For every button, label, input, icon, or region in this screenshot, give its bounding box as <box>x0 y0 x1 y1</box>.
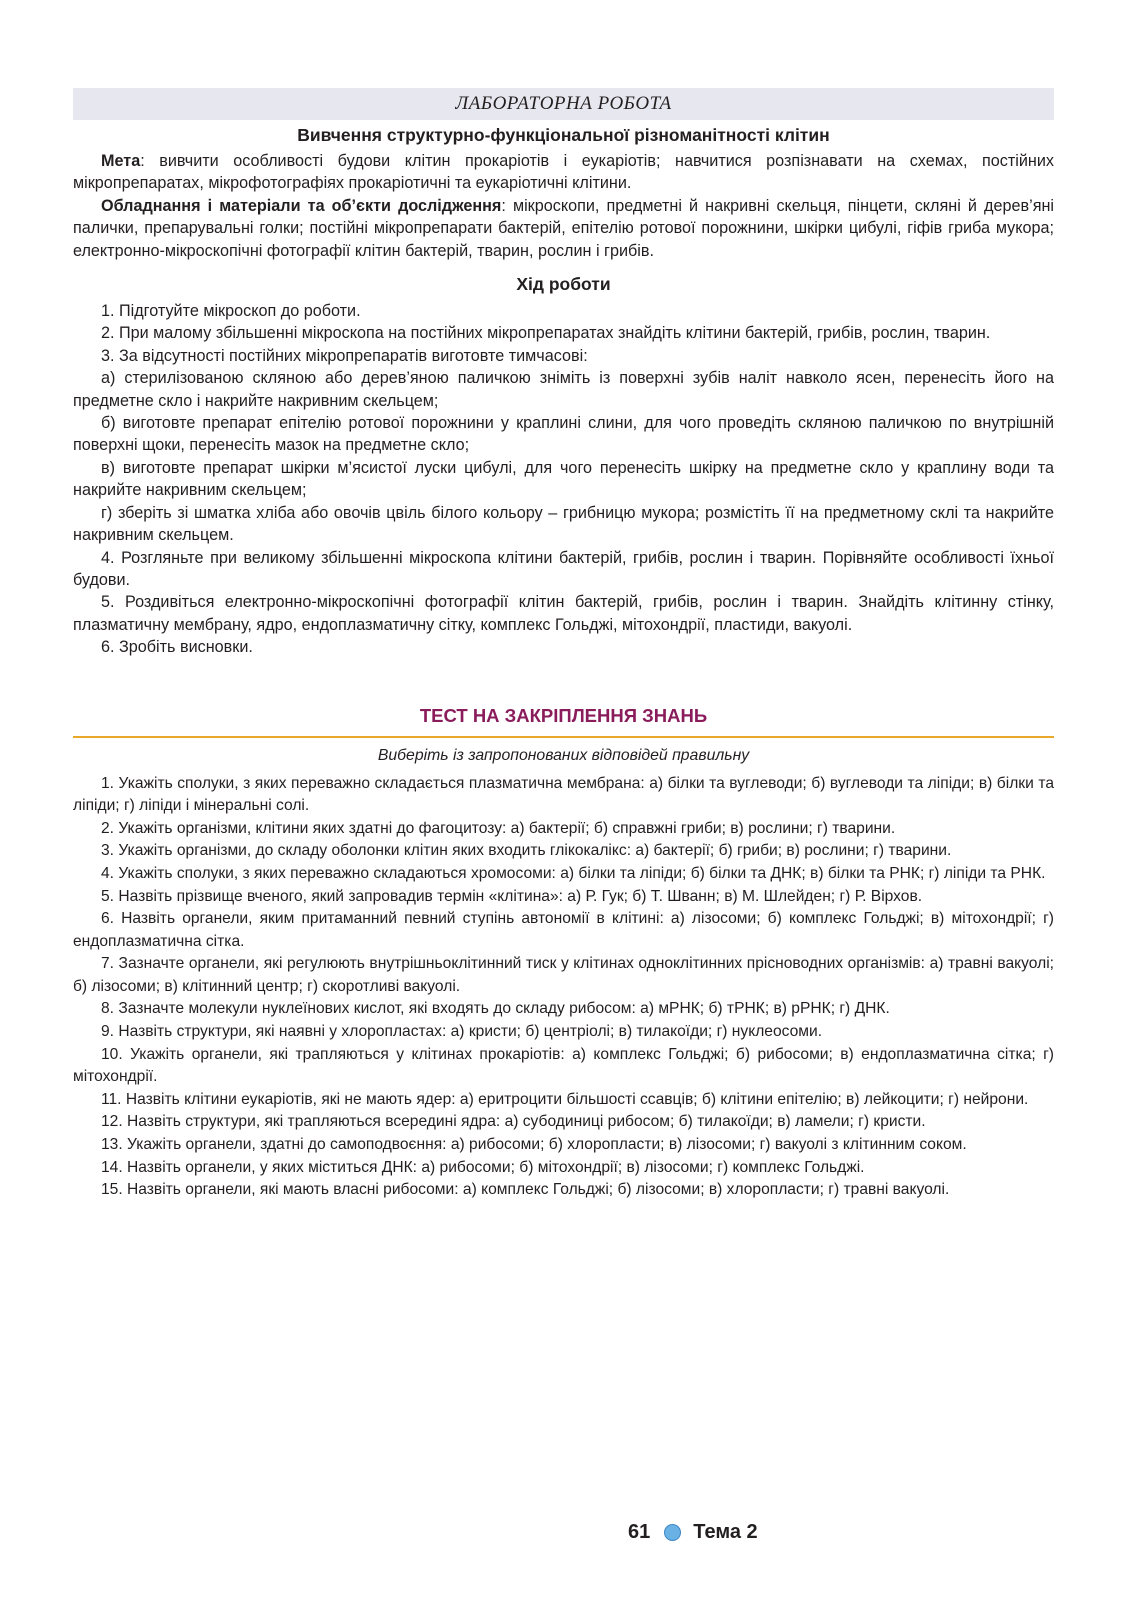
page-content <box>73 88 1054 1202</box>
question-item: 2. Укажіть організми, клітини яких здатні до фагоцитозу: а) бактерії; б) справжні гриби; в) рослини; г) тварини. <box>101 819 896 837</box>
step-item: 2. При малому збільшенні мікроскопа на постійних мікропрепаратах знайдіть клітини бактерій, грибів, рослин, тварин. <box>101 324 991 343</box>
question-item: 5. Назвіть прізвище вченого, який запровадив термін «клітина»: а) Р. Гук; б) Т. Шванн; в) М. Шлейден; г) Р. Вірхов. <box>101 887 923 905</box>
question-item: 14. Назвіть органели, у яких міститься ДНК: а) рибосоми; б) мітохондрії; в) лізосоми; г) комплекс Гольджі. <box>101 1158 865 1176</box>
step-item: 6. Зробіть висновки. <box>101 638 253 657</box>
test-title: ТЕСТ НА ЗАКРІПЛЕННЯ ЗНАНЬ <box>73 705 1054 738</box>
step-item: б) виготовте препарат епітелію ротової порожнини у краплині слини, для чого проведіть скляною паличкою по внутрішній поверхні щоки, перенесіть мазок на предметне скло; <box>73 414 1054 455</box>
lab-title: Вивчення структурно-функціональної різноманітності клітин <box>297 125 830 145</box>
equipment-label: Обладнання і матеріали та об’єкти дослідження <box>101 196 502 215</box>
bullet-dot-icon <box>664 1524 681 1541</box>
goal-label: Мета <box>101 152 141 170</box>
page-footer <box>628 1519 758 1545</box>
lab-banner: ЛАБОРАТОРНА РОБОТА <box>73 88 1054 120</box>
step-item: 5. Роздивіться електронно-мікроскопічні фотографії клітин бактерій, грибів, рослин і тварин. Знайдіть клітинну стінку, плазматичну мембрану, ядро, ендоплазматичну сітку, комплекс Гольджі, мітохондрії, пластиди, вакуолі. <box>73 593 1054 634</box>
question-item: 11. Назвіть клітини еукаріотів, які не мають ядер: а) еритроцити більшості ссавців; б) клітини епітелію; в) лейкоцити; г) нейрони. <box>101 1090 1029 1108</box>
procedure-steps <box>73 300 1054 659</box>
question-item: 12. Назвіть структури, які трапляються всередині ядра: а) субодиниці рибосом; б) тилакоїди; в) ламели; г) кристи. <box>101 1113 926 1131</box>
question-item: 13. Укажіть органели, здатні до самоподвоєння: а) рибосоми; б) хлоропласти; в) лізосоми; г) вакуолі з клітинним соком. <box>101 1136 967 1154</box>
question-item: 8. Зазначте молекули нуклеїнових кислот, які входять до складу рибосом: а) мРНК; б) тРНК; в) рРНК; г) ДНК. <box>101 1000 890 1018</box>
step-item: г) зберіть зі шматка хліба або овочів цвіль білого кольору – грибницю мукора; розмістіть її на предметному склі та накрийте накривним скельцем. <box>73 503 1054 545</box>
question-item: 10. Укажіть органели, які трапляються у клітинах прокаріотів: а) комплекс Гольджі; б) рибосоми; в) ендоплазматична сітка; г) мітохондрії. <box>73 1045 1054 1086</box>
test-questions <box>73 773 1054 1202</box>
topic-label: Тема 2 <box>693 1520 758 1543</box>
test-subtitle: Виберіть із запропонованих відповідей правильну <box>377 746 750 764</box>
equipment-paragraph <box>73 195 1054 262</box>
question-item: 6. Назвіть органели, яким притаманний певний ступінь автономії в клітині: а) лізосоми; б) комплекс Гольджі; в) мітохондрії; г) ендоплазматична сітка. <box>73 910 1054 950</box>
step-item: в) виготовте препарат шкірки м’ясистої луски цибулі, для чого перенесіть шкірку на предметне скло у краплину води та накрийте накривним скельцем; <box>73 458 1054 500</box>
step-item: 4. Розгляньте при великому збільшенні мікроскопа клітини бактерій, грибів, рослин і тварин. Порівняйте особливості їхньої будови. <box>73 548 1054 589</box>
goal-paragraph <box>73 150 1054 195</box>
step-item: а) стерилізованою скляною або дерев’яною паличкою зніміть із поверхні зубів наліт навколо ясен, перенесіть його на предметне скло і накрийте накривним скельцем; <box>73 369 1054 410</box>
goal-text: : вивчити особливості будови клітин прокаріотів і еукаріотів; навчитися розпізнавати на схемах, постійних мікропрепаратах, мікрофотографіях прокаріотичні та еукаріотичні клітини. <box>73 152 1054 193</box>
question-item: 15. Назвіть органели, які мають власні рибосоми: а) комплекс Гольджі; б) лізосоми; в) хлоропласти; г) травні вакуолі. <box>101 1181 950 1199</box>
step-item: 3. За відсутності постійних мікропрепаратів виготовте тимчасові: <box>101 346 588 365</box>
question-item: 1. Укажіть сполуки, з яких переважно складається плазматична мембрана: а) білки та вуглеводи; б) вуглеводи та ліпіди; в) білки та ліпіди; г) ліпіди і мінеральні солі. <box>73 774 1054 815</box>
step-item: 1. Підготуйте мікроскоп до роботи. <box>101 302 361 321</box>
page-number: 61 <box>628 1520 651 1543</box>
question-item: 4. Укажіть сполуки, з яких переважно складаються хромосоми: а) білки та ліпіди; б) білки та ДНК; в) білки та РНК; г) ліпіди та РНК. <box>101 864 1046 882</box>
question-item: 3. Укажіть організми, до складу оболонки клітин яких входить глікокалікс: а) бактерії; б) гриби; в) рослини; г) тварини. <box>101 842 952 860</box>
equipment-text: : мікроскопи, предметні й накривні скельця, пінцети, скляні й дерев’яні палички, препарувальні голки; постійні мікропрепарати бактерій, епітелію ротової порожнини, шкірки цибулі, гіфів гриба мукора; електронно-мікроскопічні фотографії клітин бактерій, тварин, рослин і грибів. <box>73 196 1054 260</box>
question-item: 9. Назвіть структури, які наявні у хлоропластах: а) кристи; б) центріолі; в) тилакоїди; г) нуклеосоми. <box>101 1023 823 1041</box>
procedure-title: Хід роботи <box>516 274 611 295</box>
question-item: 7. Зазначте органели, які регулюють внутрішньоклітинний тиск у клітинах одноклітинних прісноводних організмів: а) травні вакуолі; б) лізосоми; в) клітинний центр; г) скоротливі вакуолі. <box>73 955 1054 995</box>
